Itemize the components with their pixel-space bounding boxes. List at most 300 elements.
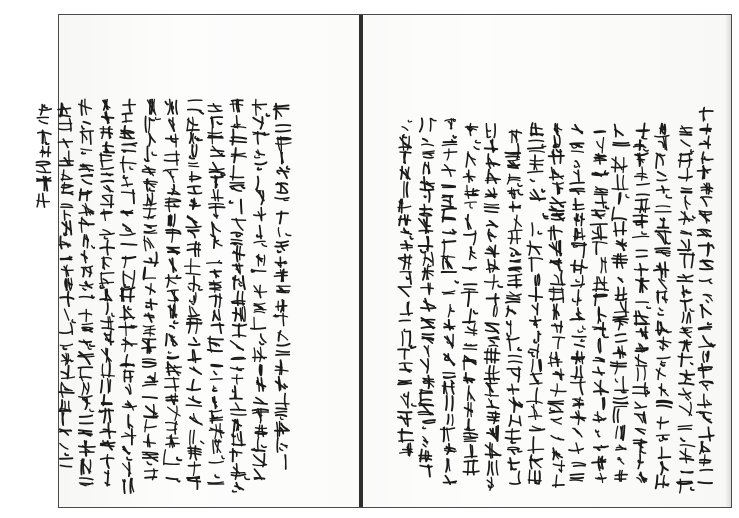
ink-stroke xyxy=(100,431,115,432)
handwritten-glyph xyxy=(445,334,454,348)
ink-stroke xyxy=(188,216,197,222)
handwritten-glyph xyxy=(593,242,607,255)
ink-stroke xyxy=(506,438,521,439)
ink-stroke xyxy=(581,213,582,225)
handwritten-column xyxy=(207,104,225,484)
ink-stroke xyxy=(186,405,201,406)
ink-stroke xyxy=(149,118,150,133)
handwritten-glyph xyxy=(230,449,242,462)
handwritten-glyph xyxy=(485,383,498,396)
ink-stroke xyxy=(166,478,177,479)
ink-stroke xyxy=(63,139,68,147)
ink-stroke xyxy=(691,150,694,152)
handwritten-glyph xyxy=(78,367,92,381)
handwritten-glyph xyxy=(100,241,114,255)
handwritten-glyph xyxy=(143,267,155,280)
handwritten-glyph xyxy=(276,125,291,132)
ink-stroke xyxy=(120,234,135,236)
ink-stroke xyxy=(401,396,406,405)
ink-stroke xyxy=(216,177,217,187)
ink-stroke xyxy=(171,172,174,177)
ink-stroke xyxy=(512,421,520,424)
handwritten-glyph xyxy=(64,210,70,220)
ink-stroke xyxy=(423,427,426,429)
ink-stroke xyxy=(130,372,131,382)
ink-stroke xyxy=(80,189,81,200)
ink-stroke xyxy=(190,133,192,143)
ink-stroke xyxy=(188,244,201,245)
ink-stroke xyxy=(470,204,472,209)
handwritten-glyph xyxy=(187,380,200,391)
ink-stroke xyxy=(561,271,563,285)
ink-stroke xyxy=(666,195,671,198)
handwritten-glyph xyxy=(252,437,266,451)
ink-stroke xyxy=(530,164,543,165)
handwritten-glyph xyxy=(656,368,665,379)
ink-stroke xyxy=(429,465,430,476)
ink-stroke xyxy=(444,382,445,394)
handwritten-glyph xyxy=(594,131,605,132)
ink-stroke xyxy=(679,393,691,395)
handwritten-glyph xyxy=(58,139,72,147)
handwritten-glyph xyxy=(208,336,223,352)
ink-stroke xyxy=(40,152,50,153)
ink-stroke xyxy=(572,151,584,152)
ink-stroke xyxy=(594,156,606,157)
handwritten-glyph xyxy=(400,151,411,163)
handwritten-glyph xyxy=(485,140,498,152)
handwritten-glyph xyxy=(185,259,201,275)
handwritten-column xyxy=(633,123,651,482)
ink-stroke xyxy=(444,293,454,294)
handwritten-glyph xyxy=(423,437,428,447)
handwritten-glyph xyxy=(548,353,562,367)
ink-stroke xyxy=(428,346,429,357)
handwritten-glyph xyxy=(121,244,137,245)
handwritten-glyph xyxy=(188,350,201,363)
ink-stroke xyxy=(511,441,515,443)
handwritten-glyph xyxy=(120,355,133,367)
ink-stroke xyxy=(199,288,202,290)
handwritten-glyph xyxy=(398,254,411,269)
ink-stroke xyxy=(69,151,70,165)
ink-stroke xyxy=(465,289,476,290)
ink-stroke xyxy=(81,149,92,150)
handwritten-glyph xyxy=(121,210,133,215)
ink-stroke xyxy=(556,353,558,367)
ink-stroke xyxy=(400,313,412,314)
ink-stroke xyxy=(508,274,522,276)
handwritten-glyph xyxy=(61,257,72,260)
handwritten-glyph xyxy=(233,419,242,431)
handwritten-glyph xyxy=(214,237,222,248)
handwritten-glyph xyxy=(101,363,114,377)
handwritten-glyph xyxy=(657,172,667,181)
ink-stroke xyxy=(176,101,177,114)
handwritten-glyph xyxy=(126,384,131,394)
ink-stroke xyxy=(44,134,45,143)
ink-stroke xyxy=(277,241,289,242)
handwritten-glyph xyxy=(37,117,48,123)
ink-stroke xyxy=(262,445,267,447)
ink-stroke xyxy=(707,400,710,403)
ink-stroke xyxy=(84,384,89,391)
handwritten-glyph xyxy=(101,181,113,192)
ink-stroke xyxy=(280,168,287,179)
handwritten-glyph xyxy=(60,323,73,334)
ink-stroke xyxy=(708,136,709,148)
ink-stroke xyxy=(680,445,695,447)
ink-stroke xyxy=(103,230,111,235)
ink-stroke xyxy=(529,151,544,152)
handwritten-glyph xyxy=(128,415,132,429)
handwritten-glyph xyxy=(190,367,201,374)
ink-stroke xyxy=(612,259,627,260)
handwritten-glyph xyxy=(661,462,668,475)
handwritten-glyph xyxy=(189,163,199,167)
ink-stroke xyxy=(144,333,154,334)
ink-stroke xyxy=(87,191,88,201)
ink-stroke xyxy=(112,313,114,316)
ink-stroke xyxy=(188,109,201,110)
ink-stroke xyxy=(143,457,158,458)
ink-stroke xyxy=(570,189,584,190)
ink-stroke xyxy=(144,442,156,444)
ink-stroke xyxy=(698,482,712,483)
handwritten-glyph xyxy=(601,258,606,273)
handwritten-glyph xyxy=(656,321,671,335)
ink-stroke xyxy=(262,426,263,437)
ink-stroke xyxy=(424,301,434,306)
handwritten-glyph xyxy=(122,190,135,203)
handwritten-glyph xyxy=(79,204,94,216)
ink-stroke xyxy=(188,480,200,481)
ink-stroke xyxy=(553,183,564,184)
ink-stroke xyxy=(149,188,154,191)
ink-stroke xyxy=(189,163,198,164)
handwritten-glyph xyxy=(232,432,245,446)
ink-stroke xyxy=(150,119,154,121)
ink-stroke xyxy=(217,122,221,124)
ink-stroke xyxy=(420,466,432,467)
ink-stroke xyxy=(124,370,125,382)
handwritten-column xyxy=(119,99,137,493)
ink-stroke xyxy=(170,326,174,328)
ink-stroke xyxy=(103,197,108,202)
ink-stroke xyxy=(258,437,259,451)
ink-stroke xyxy=(253,134,265,136)
handwritten-glyph xyxy=(596,196,609,209)
handwritten-glyph xyxy=(442,165,455,177)
handwritten-glyph xyxy=(699,336,715,347)
handwritten-glyph xyxy=(231,341,244,351)
ink-stroke xyxy=(679,177,692,178)
handwritten-glyph xyxy=(530,189,545,200)
ink-stroke xyxy=(150,284,151,295)
ink-stroke xyxy=(421,400,431,401)
ink-stroke xyxy=(231,410,246,411)
ink-stroke xyxy=(168,300,178,301)
ink-stroke xyxy=(603,398,604,408)
handwritten-glyph xyxy=(277,166,290,178)
handwritten-glyph xyxy=(594,294,607,306)
ink-stroke xyxy=(150,100,151,114)
handwritten-glyph xyxy=(573,398,584,409)
handwritten-column xyxy=(78,99,95,486)
ink-stroke xyxy=(575,199,576,210)
ink-stroke xyxy=(618,409,619,422)
ink-stroke xyxy=(82,323,92,324)
handwritten-glyph xyxy=(633,383,649,397)
ink-stroke xyxy=(428,264,431,266)
handwritten-glyph xyxy=(61,353,73,365)
ink-stroke xyxy=(701,460,708,461)
ink-stroke xyxy=(149,198,151,203)
ink-stroke xyxy=(574,465,586,466)
handwritten-glyph xyxy=(423,162,429,174)
handwritten-glyph xyxy=(119,322,137,336)
ink-stroke xyxy=(62,413,63,424)
handwritten-glyph xyxy=(487,154,500,168)
ink-stroke xyxy=(488,461,490,475)
ink-stroke xyxy=(636,256,647,257)
handwritten-glyph xyxy=(418,403,433,415)
ink-stroke xyxy=(626,195,629,198)
ink-stroke xyxy=(261,334,266,342)
handwritten-glyph xyxy=(423,151,434,158)
handwritten-glyph xyxy=(401,228,413,239)
handwritten-glyph xyxy=(399,320,410,331)
handwritten-glyph xyxy=(552,321,563,332)
handwritten-glyph xyxy=(571,276,584,288)
handwritten-glyph xyxy=(189,306,200,317)
ink-stroke xyxy=(465,332,477,334)
handwritten-glyph xyxy=(465,215,471,229)
ink-stroke xyxy=(209,111,223,112)
ink-stroke xyxy=(408,120,411,122)
ink-stroke xyxy=(276,272,287,273)
ink-stroke xyxy=(200,111,204,114)
ink-stroke xyxy=(213,416,217,418)
handwritten-glyph xyxy=(78,352,94,364)
ink-stroke xyxy=(711,343,715,345)
ink-stroke xyxy=(120,296,134,297)
ink-stroke xyxy=(256,428,267,429)
handwritten-glyph xyxy=(164,450,182,465)
handwritten-glyph xyxy=(701,183,712,194)
ink-stroke xyxy=(145,117,146,133)
handwritten-glyph xyxy=(253,454,267,467)
handwritten-glyph xyxy=(144,434,156,447)
ink-stroke xyxy=(512,450,515,454)
ink-stroke xyxy=(551,206,556,209)
handwritten-glyph xyxy=(550,167,564,180)
ink-stroke xyxy=(660,154,665,156)
ink-stroke xyxy=(175,134,176,147)
ink-stroke xyxy=(277,438,278,452)
handwritten-glyph xyxy=(59,119,72,131)
handwritten-glyph xyxy=(635,153,648,166)
handwritten-glyph xyxy=(401,392,416,408)
ink-stroke xyxy=(279,377,280,391)
handwritten-glyph xyxy=(84,235,95,248)
ink-stroke xyxy=(642,279,643,293)
ink-stroke xyxy=(132,479,134,492)
ink-stroke xyxy=(569,449,583,451)
handwritten-glyph xyxy=(700,124,711,134)
handwritten-glyph xyxy=(657,435,670,441)
ink-stroke xyxy=(647,391,649,393)
ink-stroke xyxy=(644,149,649,151)
handwritten-glyph xyxy=(699,323,712,330)
ink-stroke xyxy=(67,354,68,364)
handwritten-glyph xyxy=(698,166,711,179)
handwritten-glyph xyxy=(166,362,181,375)
ink-stroke xyxy=(518,450,522,452)
ink-stroke xyxy=(253,465,267,466)
ink-stroke xyxy=(498,285,502,287)
ink-stroke xyxy=(443,232,454,233)
handwritten-glyph xyxy=(420,118,436,131)
handwritten-glyph xyxy=(257,191,264,205)
ink-stroke xyxy=(145,426,157,427)
handwritten-glyph xyxy=(638,454,643,469)
handwritten-column xyxy=(697,107,715,483)
ink-stroke xyxy=(231,359,245,360)
ink-stroke xyxy=(686,397,689,400)
ink-stroke xyxy=(152,152,156,155)
handwritten-glyph xyxy=(190,133,202,144)
ink-stroke xyxy=(61,179,72,180)
handwritten-glyph xyxy=(122,113,131,122)
ink-stroke xyxy=(83,288,86,290)
ink-stroke xyxy=(577,290,578,305)
ink-stroke xyxy=(606,206,609,208)
ink-stroke xyxy=(66,279,67,290)
ink-stroke xyxy=(685,329,688,331)
handwritten-glyph xyxy=(573,428,582,437)
ink-stroke xyxy=(681,241,686,248)
ink-stroke xyxy=(60,465,71,466)
ink-stroke xyxy=(402,127,408,131)
ink-stroke xyxy=(239,284,242,287)
handwritten-glyph xyxy=(464,433,478,442)
ink-stroke xyxy=(638,368,639,381)
handwritten-glyph xyxy=(593,358,604,362)
ink-stroke xyxy=(130,289,131,302)
handwritten-glyph xyxy=(510,471,520,484)
ink-stroke xyxy=(681,438,685,441)
ink-stroke xyxy=(164,464,179,465)
handwritten-glyph xyxy=(678,425,692,429)
handwritten-glyph xyxy=(655,248,670,256)
handwritten-glyph xyxy=(166,435,179,448)
ink-stroke xyxy=(65,214,71,216)
ink-stroke xyxy=(575,367,577,379)
ink-stroke xyxy=(534,340,536,343)
ink-stroke xyxy=(156,118,161,120)
handwritten-glyph xyxy=(508,274,522,287)
handwritten-column xyxy=(99,100,115,486)
ink-stroke xyxy=(408,392,409,408)
ink-stroke xyxy=(574,403,584,404)
ink-stroke xyxy=(616,299,627,300)
handwritten-glyph xyxy=(165,378,179,392)
ink-stroke xyxy=(257,177,259,190)
ink-stroke xyxy=(485,372,499,374)
handwritten-glyph xyxy=(253,347,267,361)
handwritten-column xyxy=(569,125,587,481)
handwritten-glyph xyxy=(530,373,542,384)
ink-stroke xyxy=(177,480,180,482)
handwritten-glyph xyxy=(443,476,456,485)
ink-stroke xyxy=(678,429,691,430)
ink-stroke xyxy=(278,251,281,253)
ink-stroke xyxy=(403,135,406,138)
ink-stroke xyxy=(79,313,92,314)
handwritten-glyph xyxy=(233,246,245,261)
ink-stroke xyxy=(594,194,607,195)
ink-stroke xyxy=(144,230,155,232)
ink-stroke xyxy=(154,373,155,383)
ink-stroke xyxy=(709,183,710,194)
handwritten-glyph xyxy=(506,292,521,303)
ink-stroke xyxy=(557,183,558,195)
ink-stroke xyxy=(573,405,583,406)
handwritten-glyph xyxy=(508,230,522,243)
handwritten-glyph xyxy=(398,287,411,297)
handwritten-glyph xyxy=(530,426,545,430)
ink-stroke xyxy=(256,152,264,155)
ink-stroke xyxy=(211,379,222,380)
ink-stroke xyxy=(287,166,290,169)
ink-stroke xyxy=(582,266,587,268)
handwritten-glyph xyxy=(79,296,94,298)
ink-stroke xyxy=(143,339,156,340)
ink-stroke xyxy=(219,310,221,321)
handwritten-glyph xyxy=(421,283,433,295)
ink-stroke xyxy=(555,142,558,145)
handwritten-glyph xyxy=(553,448,563,459)
ink-stroke xyxy=(528,480,541,481)
ink-stroke xyxy=(665,231,666,245)
ink-stroke xyxy=(506,156,519,157)
ink-stroke xyxy=(147,179,148,191)
handwritten-glyph xyxy=(551,418,561,424)
handwritten-glyph xyxy=(188,242,201,257)
handwritten-glyph xyxy=(101,455,114,469)
handwritten-glyph xyxy=(635,167,647,180)
ink-stroke xyxy=(142,347,156,348)
handwritten-glyph xyxy=(423,376,434,389)
ink-stroke xyxy=(256,99,257,115)
ink-stroke xyxy=(463,471,479,472)
ink-stroke xyxy=(240,308,241,321)
handwritten-glyph xyxy=(166,99,178,114)
ink-stroke xyxy=(444,152,457,153)
handwritten-glyph xyxy=(592,457,606,471)
ink-stroke xyxy=(572,146,577,148)
ink-stroke xyxy=(574,261,575,273)
ink-stroke xyxy=(623,176,624,190)
handwritten-glyph xyxy=(485,188,497,198)
ink-stroke xyxy=(534,405,536,420)
ink-stroke xyxy=(666,137,667,151)
ink-stroke xyxy=(155,252,157,266)
ink-stroke xyxy=(62,186,72,188)
ink-stroke xyxy=(656,252,670,253)
ink-stroke xyxy=(706,300,708,302)
